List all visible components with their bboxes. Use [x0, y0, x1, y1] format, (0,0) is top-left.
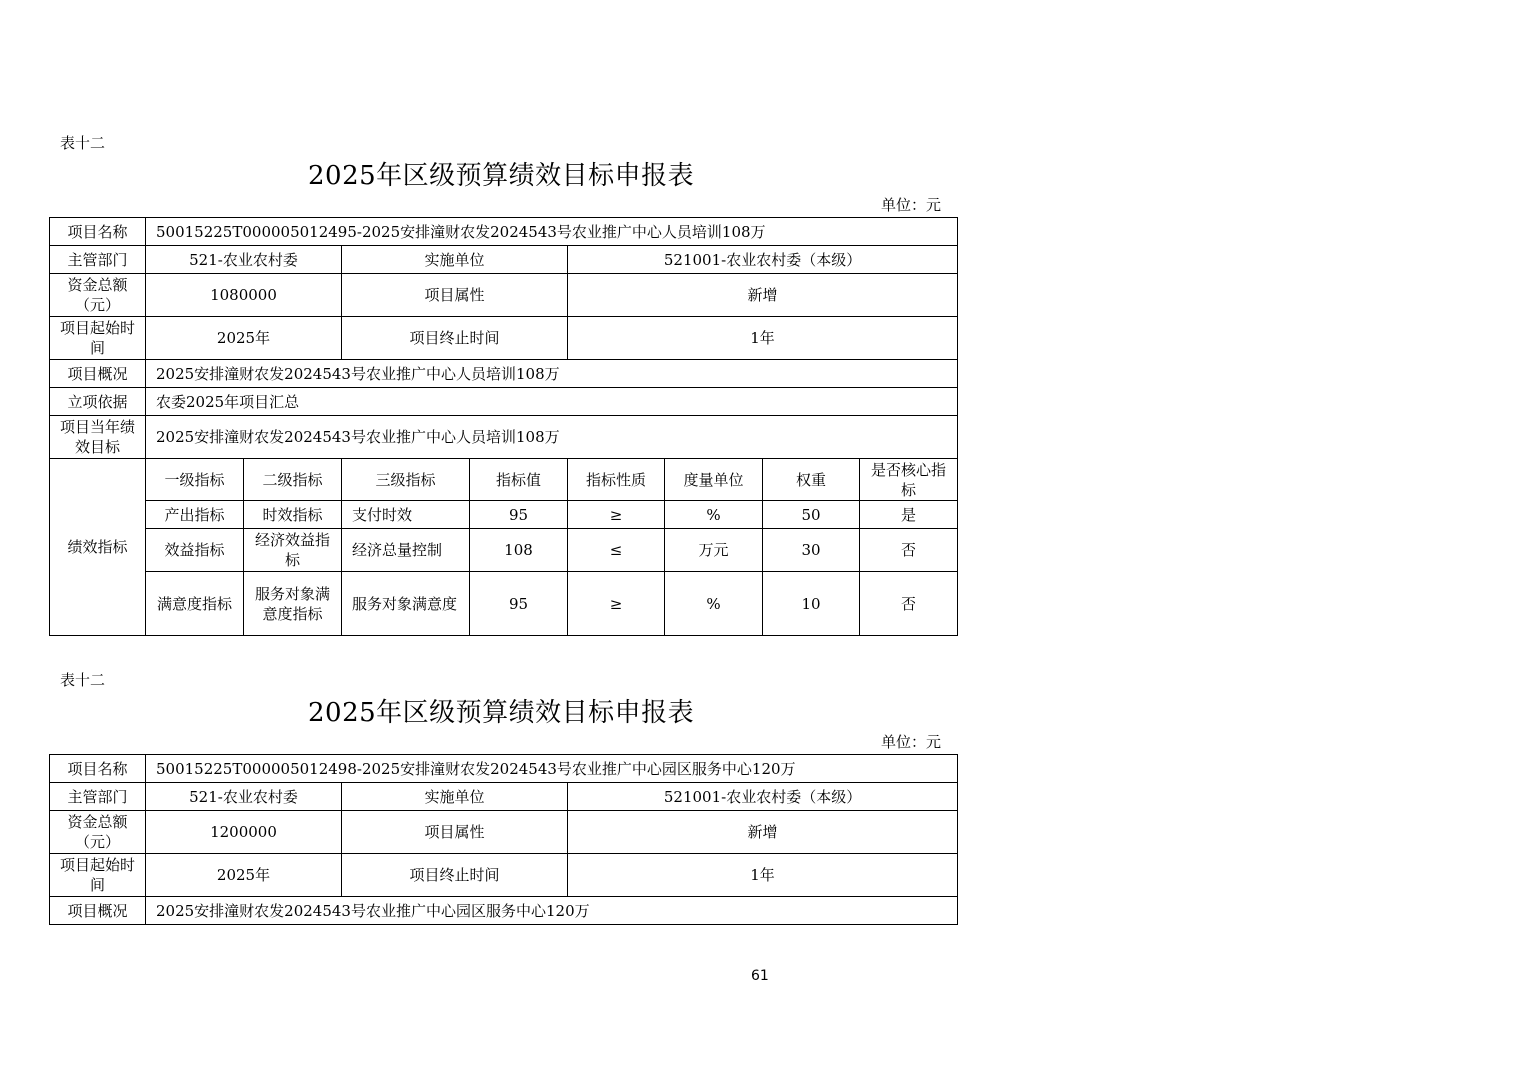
- indicator-cell: 95: [470, 572, 568, 636]
- indicator-header: 指标值: [470, 459, 568, 501]
- dept-value: 521-农业农村委: [146, 246, 342, 274]
- start-time-value: 2025年: [146, 854, 342, 897]
- indicator-cell: 否: [860, 572, 958, 636]
- project-name-label: 项目名称: [50, 218, 146, 246]
- funds-label: 资金总额（元）: [50, 274, 146, 317]
- indicator-cell: %: [665, 501, 763, 529]
- start-time-value: 2025年: [146, 317, 342, 360]
- indicator-cell: 服务对象满意度指标: [244, 572, 342, 636]
- funds-value: 1080000: [146, 274, 342, 317]
- indicator-cell: 10: [763, 572, 860, 636]
- overview-value: 2025安排潼财农发2024543号农业推广中心人员培训108万: [146, 360, 958, 388]
- project-name-label: 项目名称: [50, 755, 146, 783]
- start-time-label: 项目起始时间: [50, 854, 146, 897]
- indicators-label: 绩效指标: [50, 459, 146, 636]
- end-time-value: 1年: [568, 854, 958, 897]
- annual-goal-value: 2025安排潼财农发2024543号农业推广中心人员培训108万: [146, 416, 958, 459]
- funds-value: 1200000: [146, 811, 342, 854]
- dept-label: 主管部门: [50, 783, 146, 811]
- indicator-cell: 服务对象满意度: [342, 572, 470, 636]
- indicator-row: [50, 501, 958, 529]
- project-attr-value: 新增: [568, 274, 958, 317]
- form-title: 2025年区级预算绩效目标申报表: [308, 161, 695, 191]
- performance-target-table: [49, 217, 958, 636]
- basis-label: 立项依据: [50, 388, 146, 416]
- indicator-cell: 否: [860, 529, 958, 572]
- indicator-cell: 经济总量控制: [342, 529, 470, 572]
- indicator-header: 度量单位: [665, 459, 763, 501]
- indicator-cell: 经济效益指标: [244, 529, 342, 572]
- overview-value: 2025安排潼财农发2024543号农业推广中心园区服务中心120万: [146, 897, 958, 925]
- project-name-value: 50015225T000005012495-2025安排潼财农发2024543号农业推广中心人员培训108万: [146, 218, 958, 246]
- indicator-header: 二级指标: [244, 459, 342, 501]
- indicator-cell: 万元: [665, 529, 763, 572]
- indicator-cell: 108: [470, 529, 568, 572]
- indicator-cell: 产出指标: [146, 501, 244, 529]
- indicator-cell: 50: [763, 501, 860, 529]
- indicator-header: 是否核心指标: [860, 459, 958, 501]
- indicator-cell: 效益指标: [146, 529, 244, 572]
- indicator-cell: ≥: [568, 501, 665, 529]
- overview-label: 项目概况: [50, 360, 146, 388]
- impl-unit-value: 521001-农业农村委（本级）: [568, 783, 958, 811]
- impl-unit-value: 521001-农业农村委（本级）: [568, 246, 958, 274]
- form-title: 2025年区级预算绩效目标申报表: [308, 698, 695, 728]
- basis-value: 农委2025年项目汇总: [146, 388, 958, 416]
- indicator-cell: ≤: [568, 529, 665, 572]
- end-time-label: 项目终止时间: [342, 317, 568, 360]
- indicator-cell: 支付时效: [342, 501, 470, 529]
- table-number-label: 表十二: [60, 671, 106, 689]
- dept-value: 521-农业农村委: [146, 783, 342, 811]
- unit-label: 单位：元: [881, 733, 942, 751]
- indicator-cell: 时效指标: [244, 501, 342, 529]
- indicator-cell: 95: [470, 501, 568, 529]
- indicator-header: 权重: [763, 459, 860, 501]
- impl-unit-label: 实施单位: [342, 783, 568, 811]
- annual-goal-label: 项目当年绩效目标: [50, 416, 146, 459]
- indicator-cell: 满意度指标: [146, 572, 244, 636]
- indicator-cell: ≥: [568, 572, 665, 636]
- impl-unit-label: 实施单位: [342, 246, 568, 274]
- funds-label: 资金总额（元）: [50, 811, 146, 854]
- overview-label: 项目概况: [50, 897, 146, 925]
- unit-label: 单位：元: [881, 196, 942, 214]
- indicator-cell: 是: [860, 501, 958, 529]
- start-time-label: 项目起始时间: [50, 317, 146, 360]
- project-name-value: 50015225T000005012498-2025安排潼财农发2024543号农业推广中心园区服务中心120万: [146, 755, 958, 783]
- indicator-cell: 30: [763, 529, 860, 572]
- indicator-row: [50, 572, 958, 636]
- indicator-row: [50, 529, 958, 572]
- end-time-label: 项目终止时间: [342, 854, 568, 897]
- project-attr-value: 新增: [568, 811, 958, 854]
- project-attr-label: 项目属性: [342, 274, 568, 317]
- indicator-header: 一级指标: [146, 459, 244, 501]
- page-number: 61: [751, 968, 769, 984]
- performance-target-table: [49, 754, 958, 925]
- indicator-cell: %: [665, 572, 763, 636]
- dept-label: 主管部门: [50, 246, 146, 274]
- project-attr-label: 项目属性: [342, 811, 568, 854]
- indicator-header: 三级指标: [342, 459, 470, 501]
- indicator-header: 指标性质: [568, 459, 665, 501]
- table-number-label: 表十二: [60, 134, 106, 152]
- end-time-value: 1年: [568, 317, 958, 360]
